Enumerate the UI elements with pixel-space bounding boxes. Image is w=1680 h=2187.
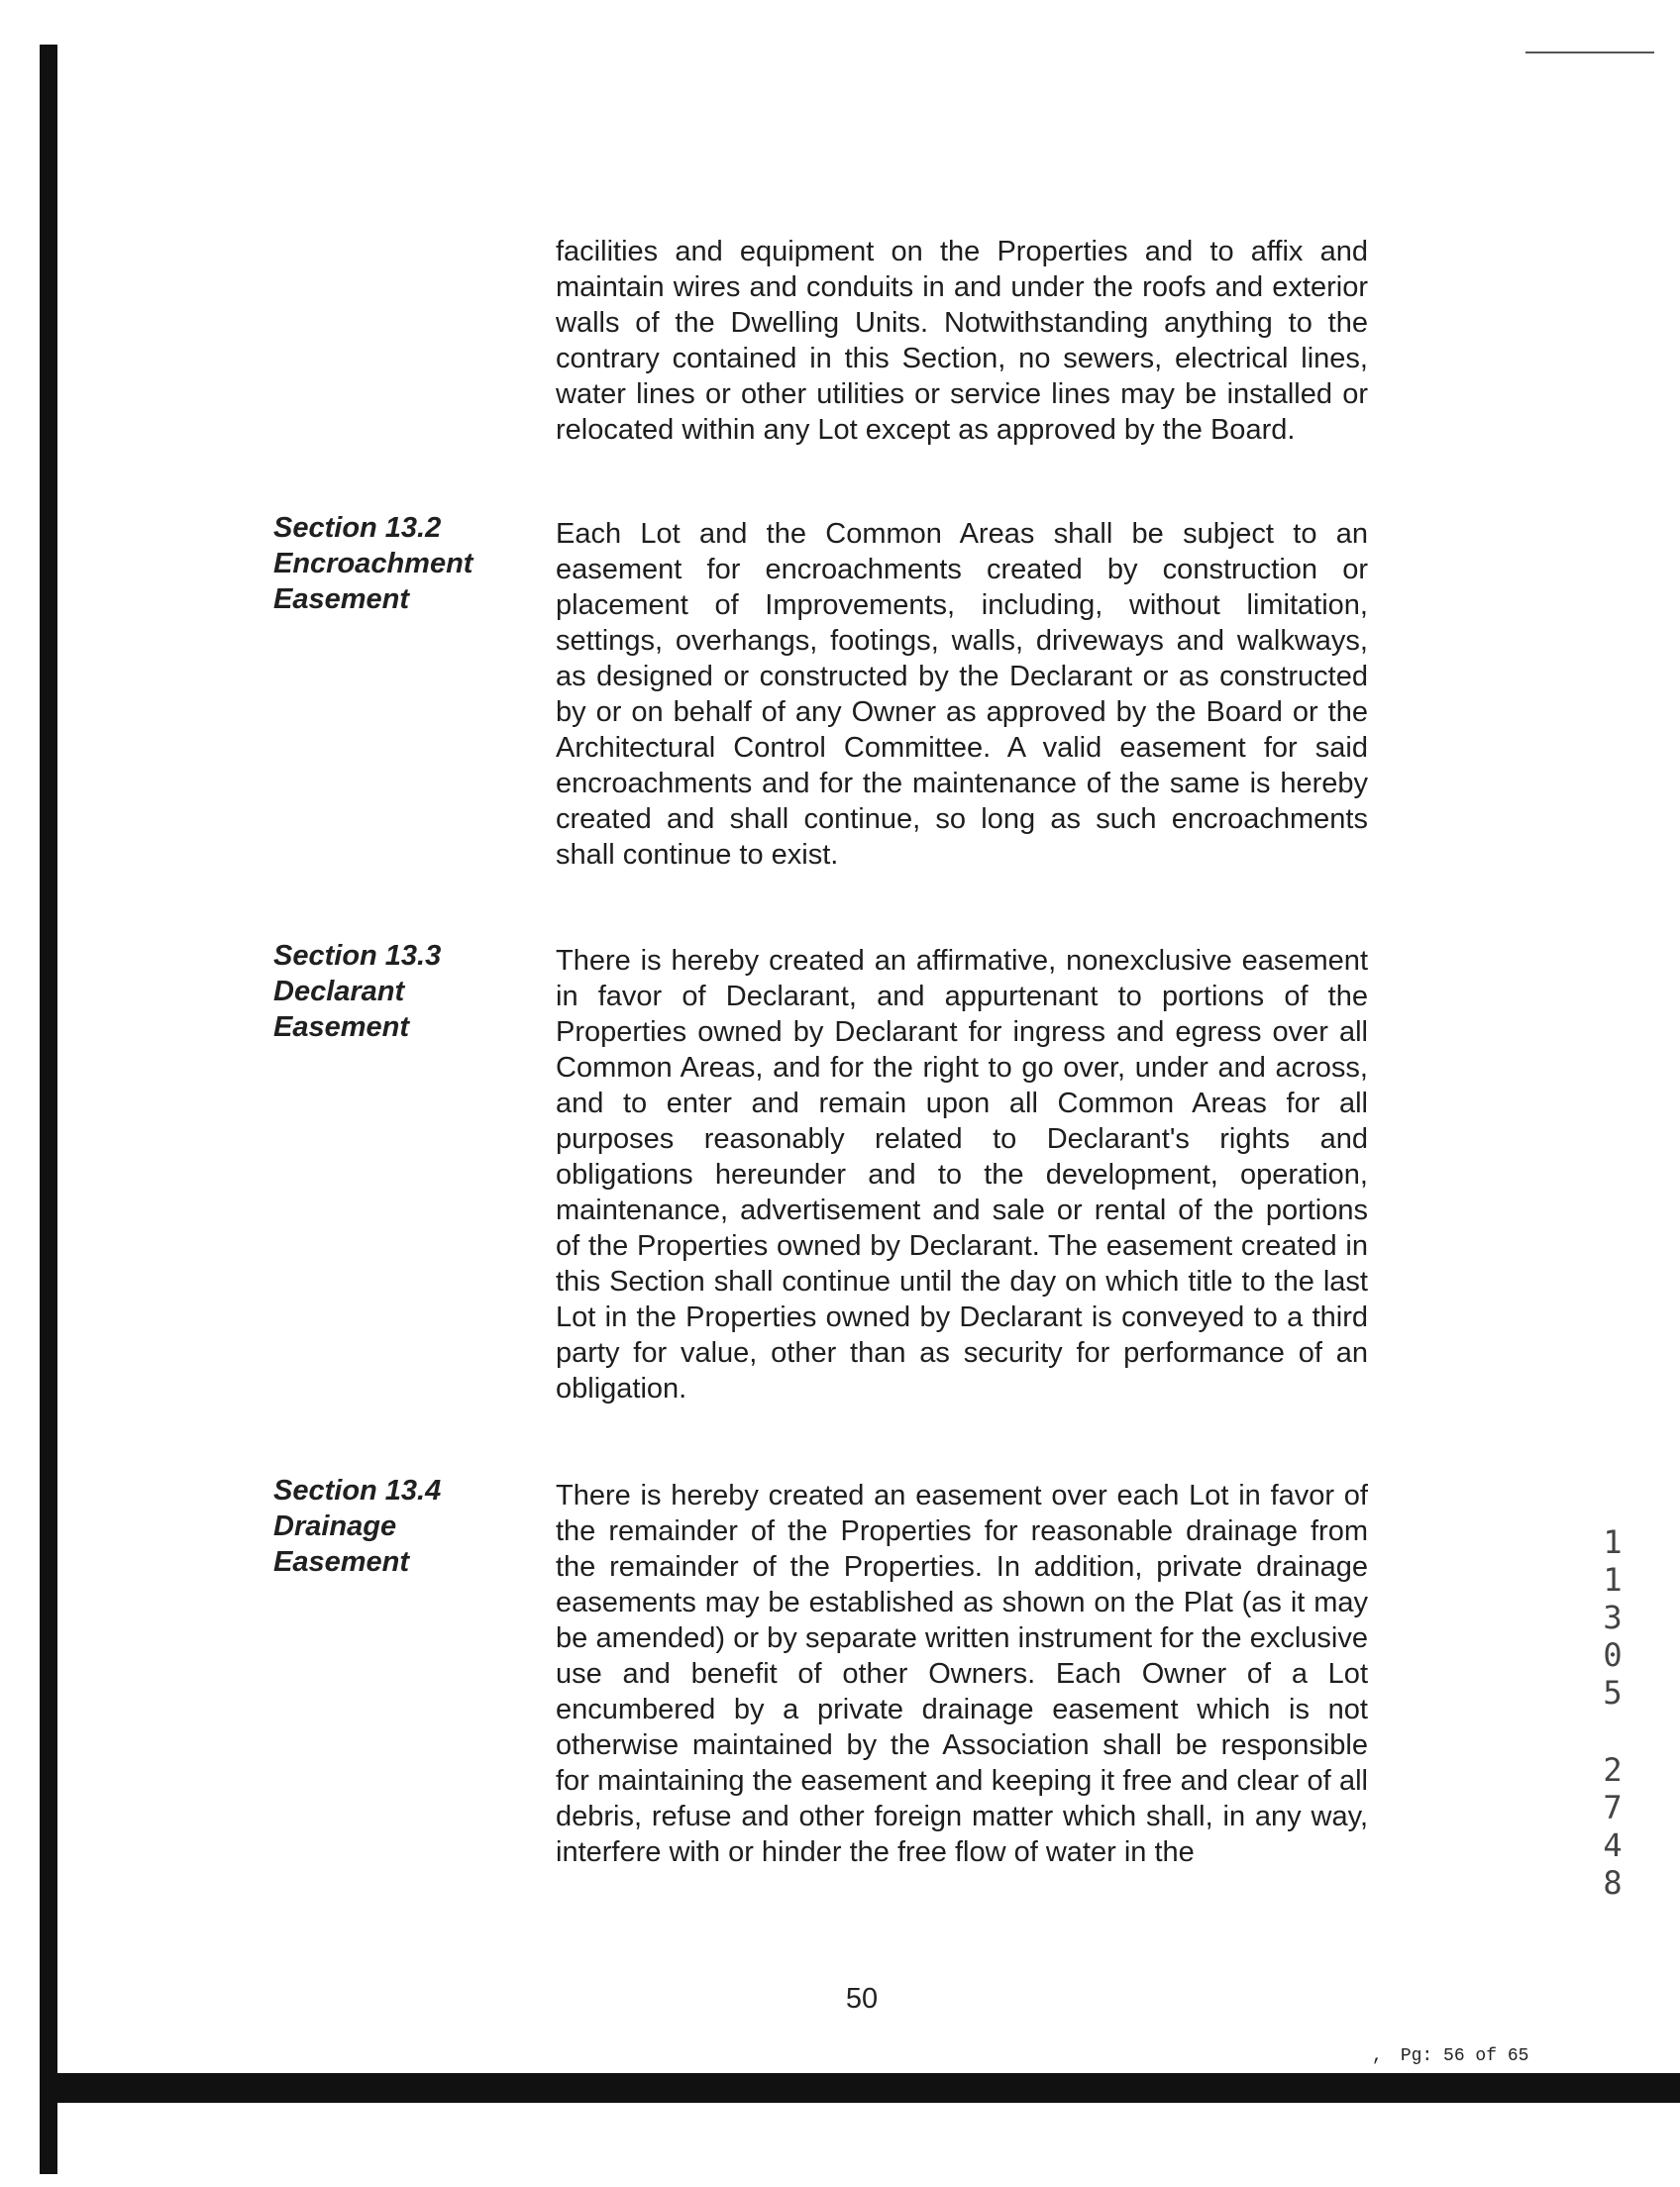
section-number: Section 13.3 [273, 940, 442, 972]
section-title-line1: Encroachment [273, 548, 473, 579]
stamp-digit: 0 [1603, 1636, 1623, 1674]
section-title-line2: Easement [273, 583, 410, 615]
stamp-digit: 5 [1603, 1674, 1623, 1712]
recording-stamp [1595, 1523, 1630, 1902]
continuation-paragraph [556, 234, 1368, 448]
page-indicator-text: Pg: 56 of 65 [1400, 2046, 1529, 2066]
section-number: Section 13.2 [273, 512, 442, 544]
page-number: 50 [845, 1983, 879, 2015]
stamp-digit: 8 [1603, 1864, 1623, 1902]
section-13-3-body [556, 943, 1368, 1406]
scan-border-left [40, 45, 57, 2174]
section-text: There is hereby created an affirmative, nonexclusive easement in favor of Declarant, and appurtenant to portions of the Properties owned by Declarant for ingress and egress over all Common Areas, and for the right to go over, under and across, and to enter and remain upon all Common Areas for all purposes reasonably related to Declarant's rights and obligations hereunder and to the development, operation, maintenance, advertisement and sale or rental of the portions of the Properties owned by Declarant. The easement created in this Section shall continue until the day on which title to the last Lot in the Properties owned by Declarant is conveyed to a third party for value, other than as security for performance of an obligation. [556, 945, 1368, 1405]
section-13-4-heading [273, 1473, 511, 1580]
section-13-2-body [556, 516, 1368, 873]
section-13-4-body [556, 1478, 1368, 1870]
top-rule [1525, 52, 1654, 53]
section-title-line2: Easement [273, 1011, 410, 1043]
stamp-digit: 7 [1603, 1789, 1623, 1826]
section-title-line2: Easement [273, 1546, 410, 1578]
page-indicator [1372, 2046, 1528, 2066]
section-text: There is hereby created an easement over each Lot in favor of the remainder of the Properties for reasonable drainage from the remainder of the Properties. In addition, private drainage easements may be established as shown on the Plat (as it may be amended) or by separate written instrument for the exclusive use and benefit of other Owners. Each Owner of a Lot encumbered by a private drainage easement which is not otherwise maintained by the Association shall be responsible for maintaining the easement and keeping it free and clear of all debris, refuse and other foreign matter which shall, in any way, interfere with or hinder the free flow of water in the [556, 1480, 1368, 1868]
section-13-2-heading [273, 510, 511, 617]
continuation-text: facilities and equipment on the Properties and to affix and maintain wires and conduits in and under the roofs and exterior walls of the Dwelling Units. Notwithstanding anything to the contrary contained in this Section, no sewers, electrical lines, water lines or other utilities or service lines may be installed or relocated within any Lot except as approved by the Board. [556, 236, 1368, 446]
section-text: Each Lot and the Common Areas shall be subject to an easement for encroachments created by construction or placement of Improvements, including, without limitation, settings, overhangs, footings, walls, driveways and walkways, as designed or constructed by the Declarant or as constructed by or on behalf of any Owner as approved by the Board or the Architectural Control Committee. A valid easement for said encroachments and for the maintenance of the same is hereby created and shall continue, so long as such encroachments shall continue to exist. [556, 518, 1368, 871]
scan-border-bottom [40, 2073, 1680, 2103]
footer-comma: , [1372, 2046, 1383, 2066]
section-title-line1: Declarant [273, 976, 405, 1007]
section-number: Section 13.4 [273, 1475, 442, 1507]
stamp-digit: 2 [1603, 1751, 1623, 1789]
stamp-gap [1595, 1712, 1630, 1751]
stamp-digit: 3 [1603, 1599, 1623, 1636]
section-13-3-heading [273, 938, 511, 1045]
stamp-digit: 4 [1603, 1826, 1623, 1864]
stamp-digit: 1 [1603, 1523, 1623, 1561]
stamp-digit: 1 [1603, 1561, 1623, 1599]
section-title-line1: Drainage [273, 1510, 397, 1542]
